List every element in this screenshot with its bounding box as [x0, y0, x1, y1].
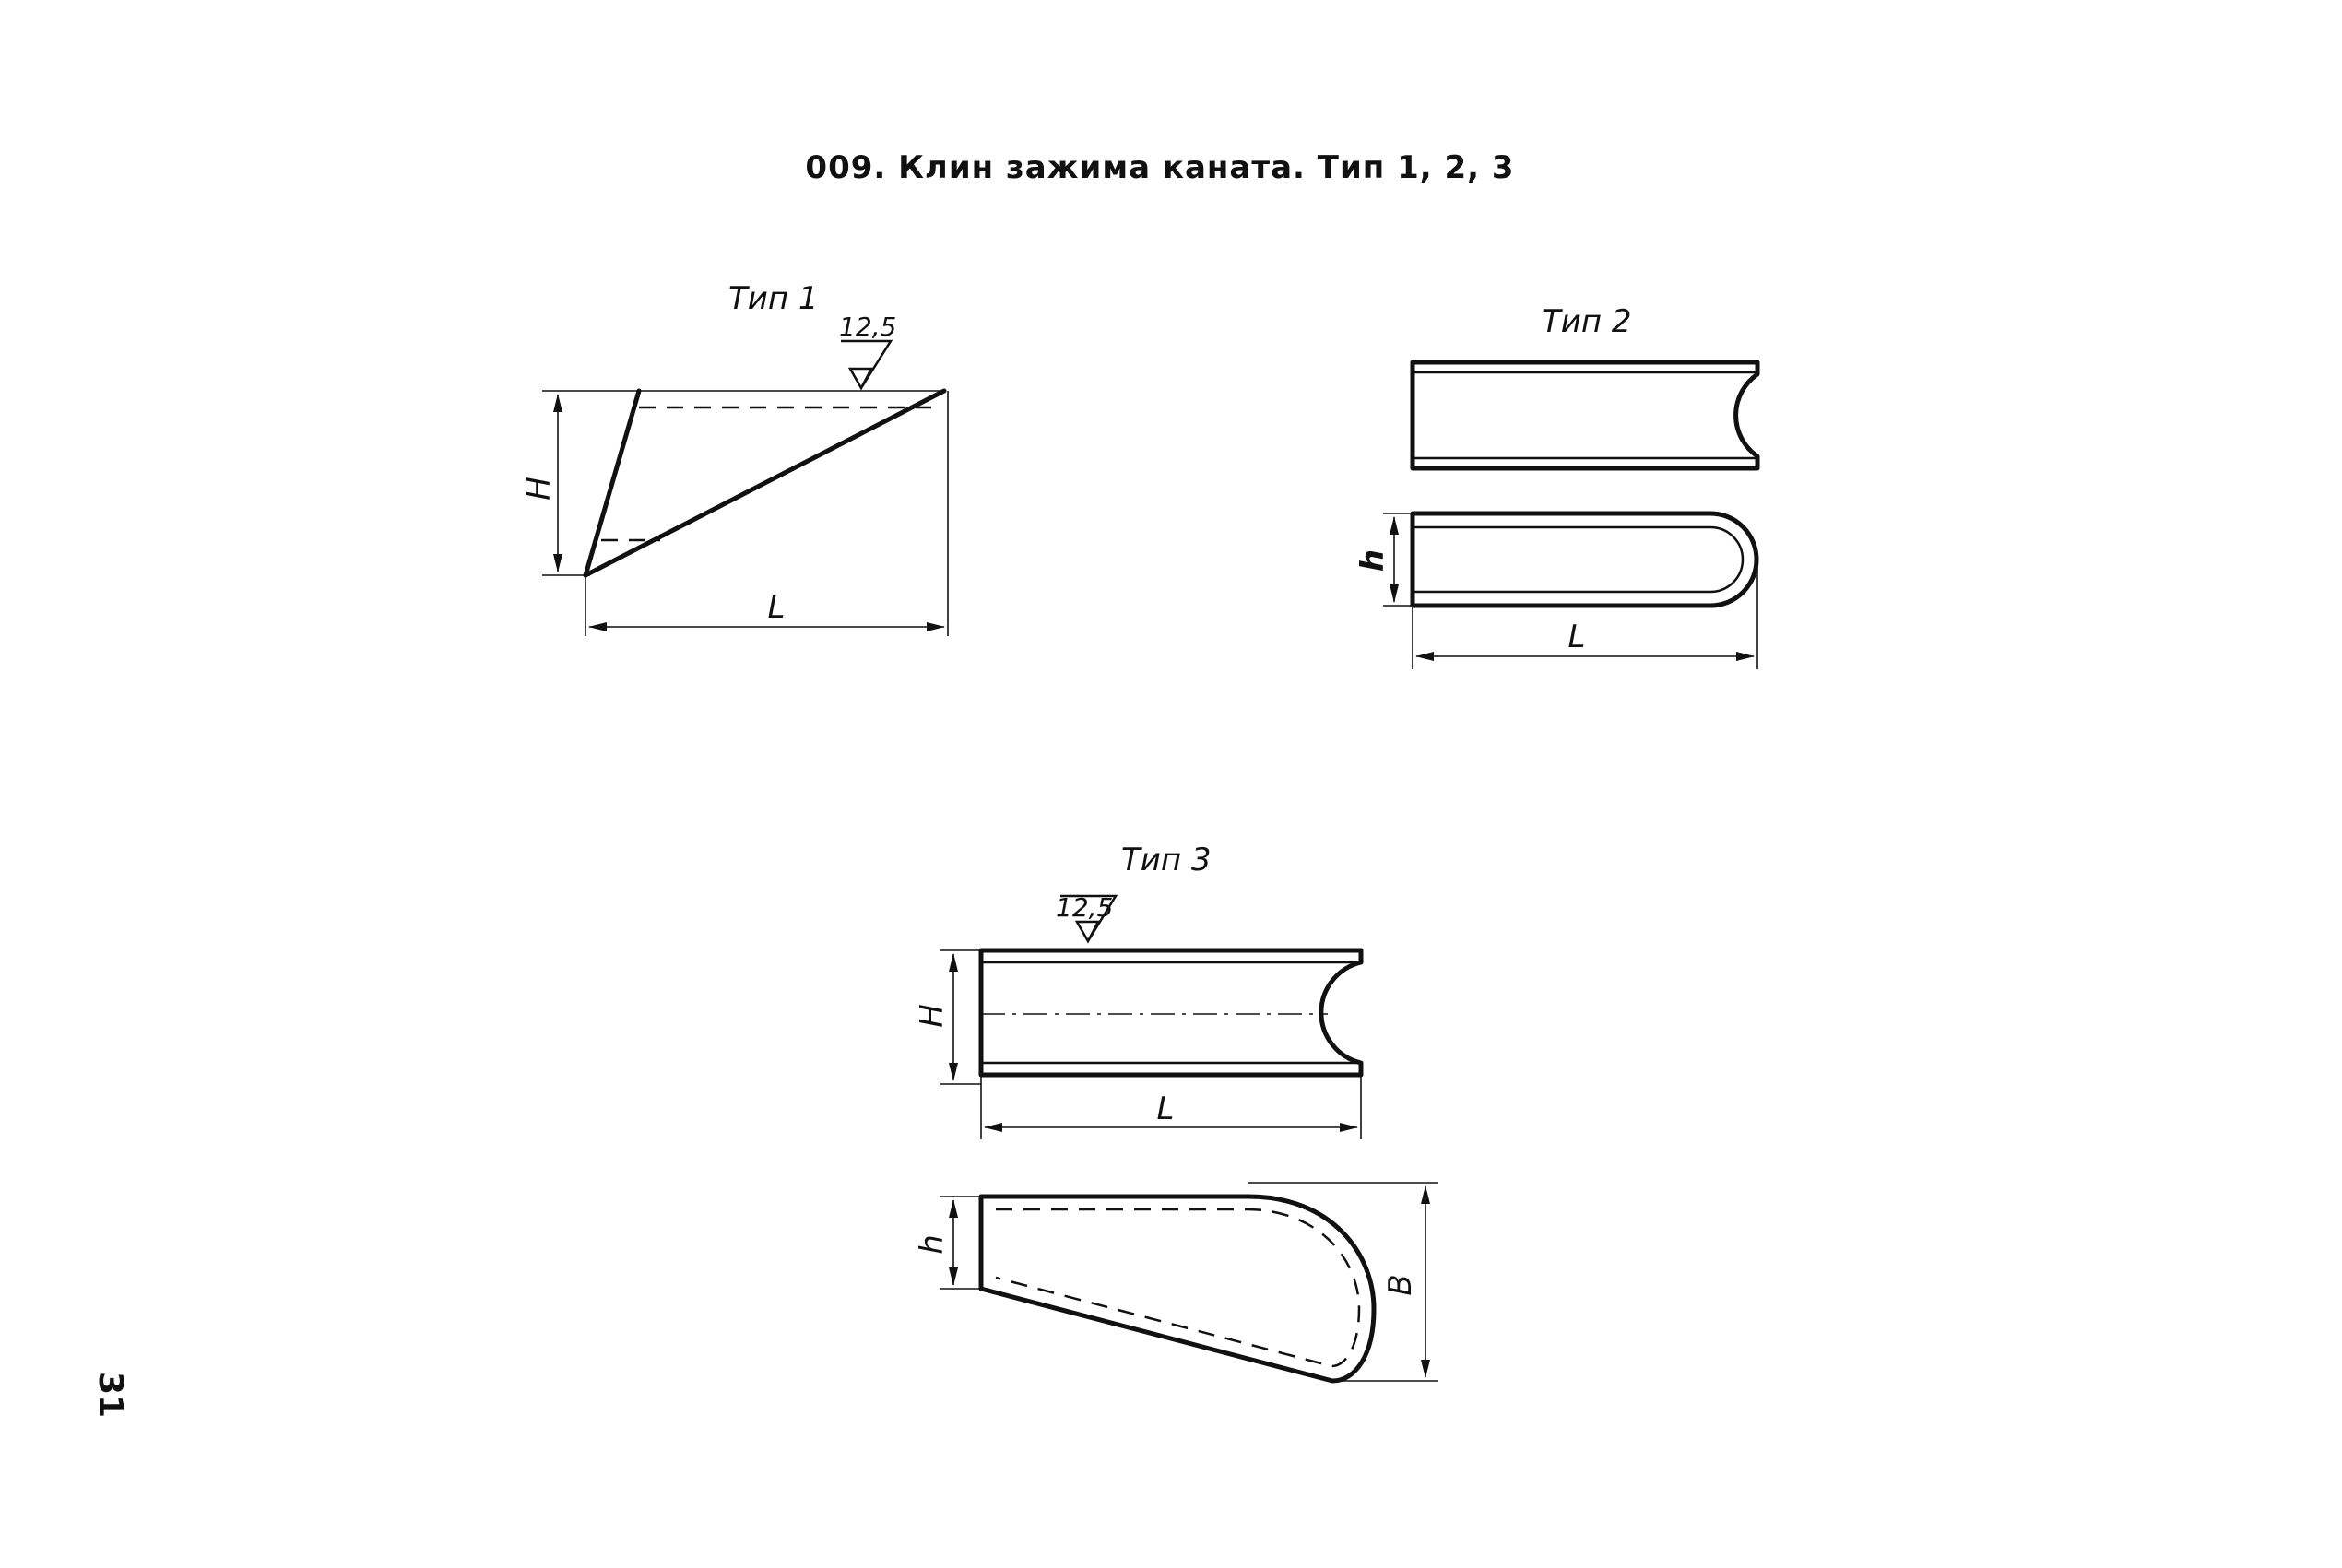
- page-number: 31: [91, 1372, 129, 1419]
- type2-side-inner: [1413, 527, 1743, 592]
- type1-roughness-symbol: [839, 312, 896, 388]
- type3-view: [914, 842, 1438, 1381]
- type1-dim-h-label: H: [521, 477, 558, 501]
- type3-dim-h2-label: h: [914, 1234, 951, 1255]
- type1-left-slope: [586, 391, 639, 575]
- type3-dim-h-label: H: [914, 1004, 951, 1028]
- type2-caption: Тип 2: [1542, 303, 1632, 340]
- type3-roughness-value: 12,5: [1056, 892, 1114, 923]
- type3-dim-l-label: L: [1156, 1091, 1175, 1127]
- type3-dim-b-label: B: [1382, 1274, 1419, 1296]
- page-title: 009. Клин зажима каната. Тип 1, 2, 3: [805, 149, 1515, 186]
- type2-top-outline: [1413, 362, 1757, 468]
- type1-dim-l-label: L: [767, 589, 786, 626]
- type1-view: [521, 280, 948, 636]
- type3-caption: Тип 3: [1121, 842, 1212, 878]
- type3-top-outline: [981, 950, 1361, 1075]
- type1-roughness-value: 12,5: [839, 312, 897, 342]
- type3-roughness-symbol: [1056, 892, 1116, 941]
- type2-view: [1354, 303, 1757, 669]
- type1-caption: Тип 1: [728, 280, 819, 317]
- type2-dim-l-label: L: [1567, 619, 1586, 655]
- type1-hypotenuse: [586, 391, 944, 575]
- type2-dim-h-label: h: [1354, 548, 1391, 572]
- type3-side-hidden: [996, 1209, 1359, 1366]
